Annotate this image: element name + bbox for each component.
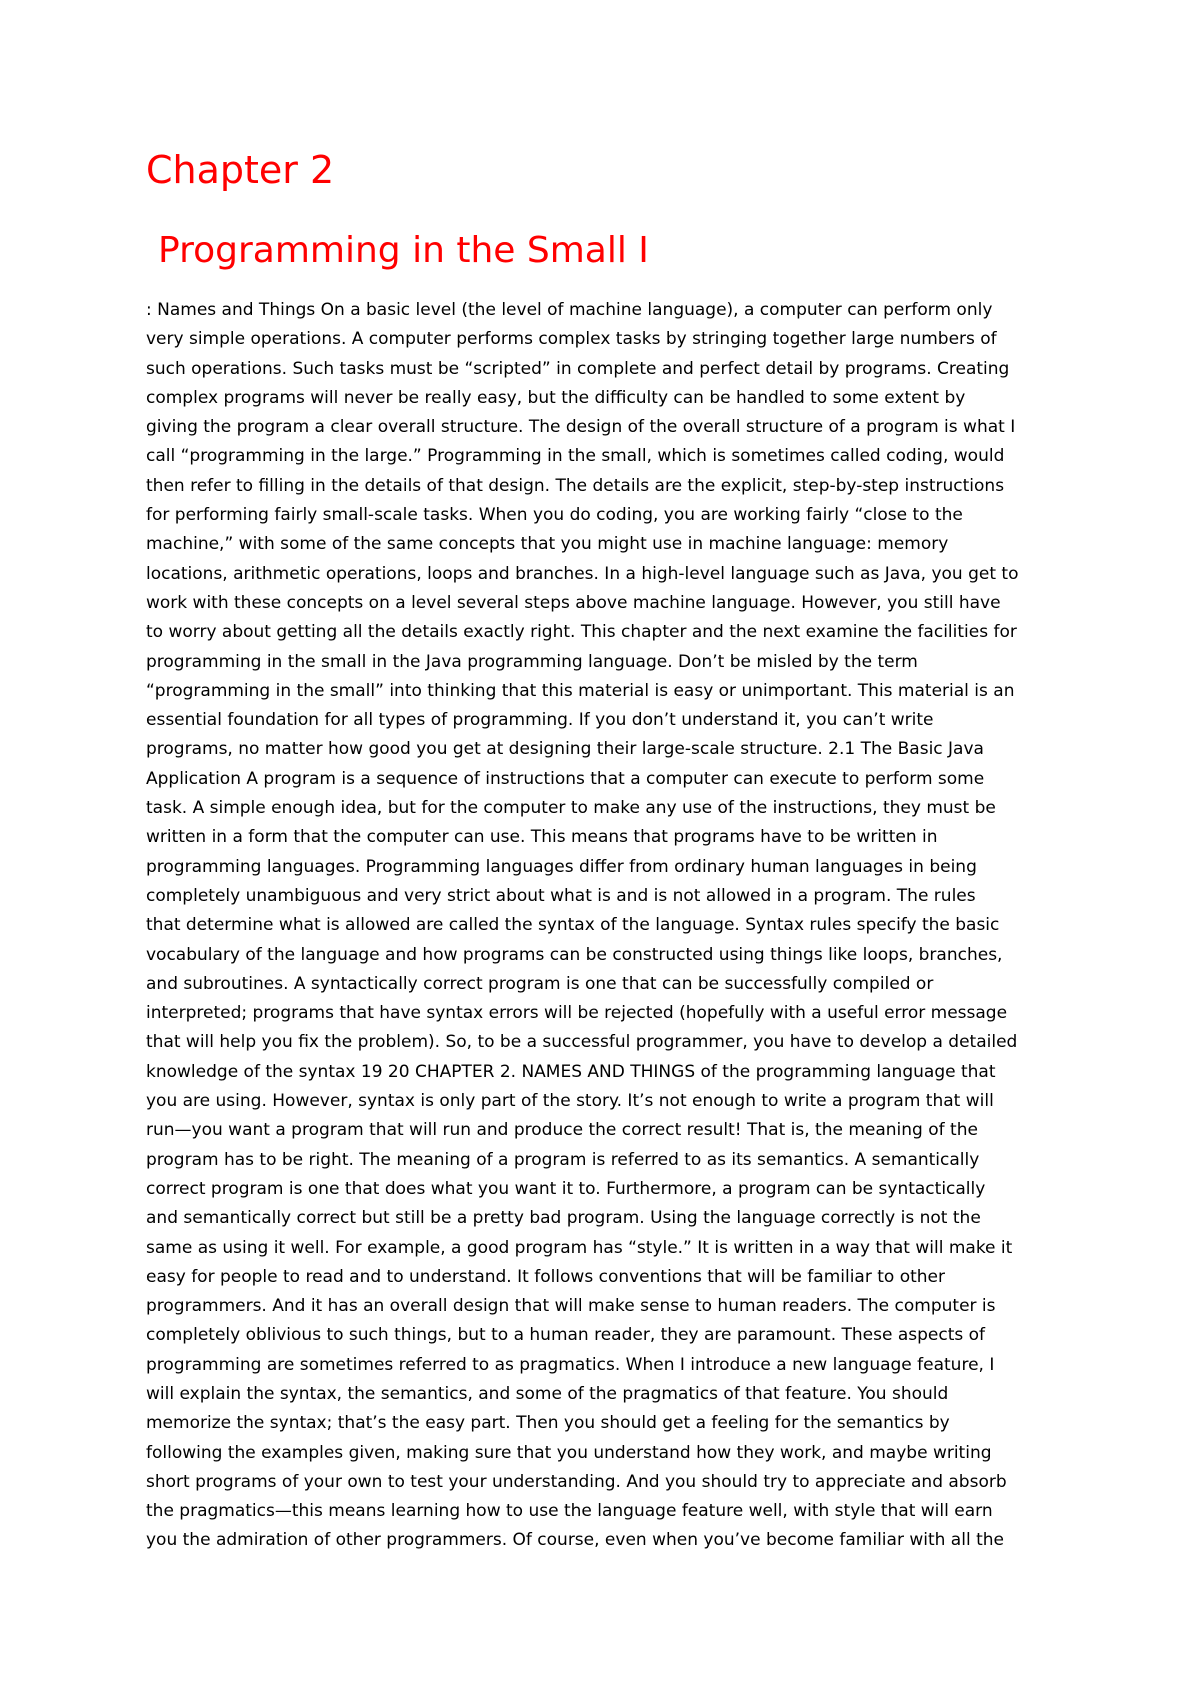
body-line: call “programming in the large.” Programming in the small, which is sometimes called coding, would <box>146 446 1005 467</box>
body-line: locations, arithmetic operations, loops and branches. In a high-level language such as Java, you get to <box>146 563 1019 584</box>
body-line: complex programs will never be really easy, but the difficulty can be handled to some extent by <box>146 387 966 408</box>
body-line: run—you want a program that will run and produce the correct result! That is, the meaning of the <box>146 1120 978 1141</box>
body-line: then refer to filling in the details of that design. The details are the explicit, step-by-step instructions <box>146 475 1005 496</box>
body-line: programmers. And it has an overall design that will make sense to human readers. The computer is <box>146 1296 996 1317</box>
body-line: vocabulary of the language and how programs can be constructed using things like loops, branches, <box>146 944 1003 965</box>
body-line: programming are sometimes referred to as pragmatics. When I introduce a new language feature, I <box>146 1354 995 1375</box>
chapter-heading: Chapter 2 <box>146 148 335 192</box>
body-line: completely unambiguous and very strict about what is and is not allowed in a program. The rules <box>146 885 976 906</box>
body-line: programs, no matter how good you get at designing their large-scale structure. 2.1 The Basic Java <box>146 739 984 760</box>
body-line: written in a form that the computer can use. This means that programs have to be written in <box>146 827 938 848</box>
body-line: programming in the small in the Java programming language. Don’t be misled by the term <box>146 651 918 672</box>
body-line: task. A simple enough idea, but for the computer to make any use of the instructions, they must be <box>146 798 996 819</box>
body-line: such operations. Such tasks must be “scripted” in complete and perfect detail by programs. Creating <box>146 358 1010 379</box>
body-line: and semantically correct but still be a pretty bad program. Using the language correctly is not the <box>146 1208 981 1229</box>
body-line: the pragmatics—this means learning how to use the language feature well, with style that will earn <box>146 1501 993 1522</box>
body-line: will explain the syntax, the semantics, and some of the pragmatics of that feature. You should <box>146 1383 949 1404</box>
body-line: interpreted; programs that have syntax errors will be rejected (hopefully with a useful error message <box>146 1003 1008 1024</box>
body-line: machine,” with some of the same concepts that you might use in machine language: memory <box>146 534 949 555</box>
body-line: that determine what is allowed are called the syntax of the language. Syntax rules specify the basic <box>146 915 1000 936</box>
body-line: memorize the syntax; that’s the easy part. Then you should get a feeling for the semantics by <box>146 1413 950 1434</box>
body-line: Application A program is a sequence of instructions that a computer can execute to perform some <box>146 768 985 789</box>
body-line: and subroutines. A syntactically correct program is one that can be successfully compiled or <box>146 973 934 994</box>
body-line: completely oblivious to such things, but to a human reader, they are paramount. These aspects of <box>146 1325 986 1346</box>
body-line: to worry about getting all the details exactly right. This chapter and the next examine the facilities for <box>146 622 1017 643</box>
body-line: knowledge of the syntax 19 20 CHAPTER 2. NAMES AND THINGS of the programming language that <box>146 1061 996 1082</box>
body-line: short programs of your own to test your understanding. And you should try to appreciate and absorb <box>146 1471 1007 1492</box>
body-paragraph <box>146 296 1066 1556</box>
body-line: correct program is one that does what you want it to. Furthermore, a program can be syntactically <box>146 1178 986 1199</box>
body-line: easy for people to read and to understand. It follows conventions that will be familiar to other <box>146 1266 945 1287</box>
body-line: very simple operations. A computer performs complex tasks by stringing together large numbers of <box>146 329 997 350</box>
body-line: giving the program a clear overall structure. The design of the overall structure of a program is what I <box>146 417 1016 438</box>
body-line: for performing fairly small-scale tasks. When you do coding, you are working fairly “close to the <box>146 505 963 526</box>
body-line: following the examples given, making sure that you understand how they work, and maybe writing <box>146 1442 992 1463</box>
body-line: program has to be right. The meaning of a program is referred to as its semantics. A semantically <box>146 1149 980 1170</box>
chapter-title: Programming in the Small I <box>158 230 649 271</box>
body-line: essential foundation for all types of programming. If you don’t understand it, you can’t write <box>146 710 934 731</box>
body-line: you are using. However, syntax is only part of the story. It’s not enough to write a program that will <box>146 1091 994 1112</box>
body-line: that will help you fix the problem). So, to be a successful programmer, you have to develop a detailed <box>146 1032 1018 1053</box>
body-line: you the admiration of other programmers. Of course, even when you’ve become familiar with all the <box>146 1530 1004 1551</box>
body-line: “programming in the small” into thinking that this material is easy or unimportant. This material is an <box>146 680 1015 701</box>
body-line: programming languages. Programming languages differ from ordinary human languages in being <box>146 856 977 877</box>
body-line: same as using it well. For example, a good program has “style.” It is written in a way that will make it <box>146 1237 1013 1258</box>
body-line: : Names and Things On a basic level (the level of machine language), a computer can perform only <box>146 300 993 320</box>
body-line: work with these concepts on a level several steps above machine language. However, you still have <box>146 592 1001 613</box>
